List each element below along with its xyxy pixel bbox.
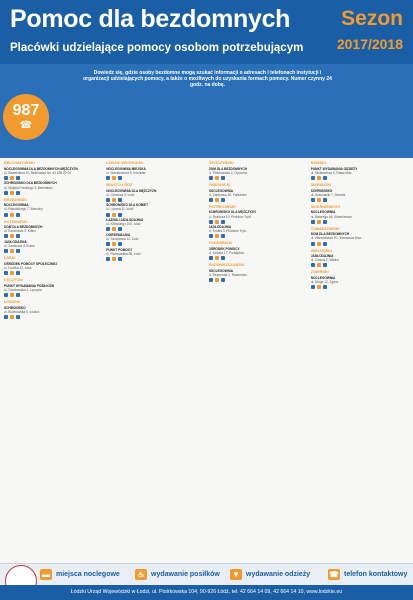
entry-title: ŁAŹNIA I JADŁODAJNIA [106,218,144,223]
bed-icon [106,213,110,217]
entry-icons [4,234,102,238]
entry-title: PUNKT WYDAWANIA POSIŁKÓW [4,283,55,288]
entry-title: NOCLEGOWNIA [310,276,336,281]
bed-icon [311,285,315,289]
bed-icon [106,176,110,180]
bed-icon [311,220,315,224]
entry-title: NOCLEGOWNIA [310,210,336,215]
list-item [4,306,102,319]
entry-title: SCHRONISKO [4,305,26,310]
legend-clothes-label: wydawanie odzieży [246,571,311,578]
list-item [311,276,409,289]
entry-title: NOCLEGOWNIA [208,188,234,193]
section-title: ŁASKI [4,256,16,261]
meal-icon [10,176,14,180]
bed-icon [209,278,213,282]
list-item [106,167,204,180]
section-title: PIOTRKOWSKI [208,204,236,209]
entry-title: NOCLEGOWNIA DLA BEZDOMNYCH MĘŻCZYZN [4,166,78,171]
entry-icons [311,263,409,267]
shirt-icon [323,285,327,289]
entry-icons [4,191,102,195]
list-item [106,248,204,261]
legend-meals [135,569,220,580]
entry-icons [4,249,102,253]
section-title: WIELUŃSKI [310,248,333,253]
meal-icon [317,198,321,202]
shirt-icon [323,198,327,202]
list-item [4,225,102,238]
bed-icon [106,198,110,202]
list-item [4,284,102,297]
shirt-icon: ▼ [230,569,242,580]
entry-address: ul. Rolnicza 10, Piotrków Tryb. [208,214,252,219]
shirt-icon [221,234,225,238]
entry-title: PUNKT WYDAWANIA ODZIEŻY [310,166,358,171]
meal-icon: ♨ [135,569,147,580]
phone-badge [3,94,49,140]
meal-icon [317,285,321,289]
entry-icons [4,176,102,180]
entry-icons [106,176,204,180]
meal-icon [215,198,219,202]
list-item [311,189,409,202]
bed-icon [209,220,213,224]
entry-title: OŚRODEK POMOCY SPOŁECZNEJ [4,261,58,266]
meal-icon [215,278,219,282]
list-item [209,269,307,282]
entry-address: ul. Lipowa 11, Łódź [106,207,134,212]
bed-icon [4,315,8,319]
entry-address: ul. Kościuszki 2, Kutno [4,229,37,234]
entry-address: ul. Ozorkowska 1, Łęczyca [4,287,42,292]
bed-icon [4,249,8,253]
entry-icons [106,257,204,261]
footer: Łódzki Urząd Wojewódzki w Łodzi, ul. Piotrkowska 104, 90-926 Łódź, tel. 42 664 14 09, 42 664 14 10, www.lodzkie.eu [0,585,413,600]
entry-address: ul. Warszawska 20, Tomaszów Maz. [310,236,362,241]
entry-icons [311,285,409,289]
bed-icon [4,176,8,180]
entry-address: ul. Mickiewicza 4, Rawa Maz. [310,170,353,175]
list-item [311,254,409,267]
meal-icon [10,315,14,319]
entry-title: NOCLEGOWNIA [208,268,234,273]
entry-address: ul. Piotrkowska 2, Opoczno [208,170,248,175]
bed-icon [4,191,8,195]
entry-icons [209,220,307,224]
entry-icons [4,213,102,217]
bed-icon [4,271,8,275]
entry-icons [106,213,204,217]
list-item [4,167,102,180]
entry-address: ul. Piłsudskiego 7, Brzeziny [4,207,43,212]
entry-title: JADŁODAJNIA [310,254,334,259]
column [106,158,204,563]
shirt-icon [118,227,122,231]
column [4,158,102,563]
entry-title: SCHRONISKO DLA MĘŻCZYZN [208,210,256,215]
legend-phones-label: telefon kontaktowy [344,571,408,578]
meal-icon [215,256,219,260]
page-subtitle: Placówki udzielające pomocy osobom potrzebującym [10,42,304,54]
section-title: SKIERNIEWICKI [310,204,340,209]
phone-number: 987 [12,102,40,119]
entry-icons [209,278,307,282]
entry-address: ul. Szczytowa 11, Łódź [106,237,139,241]
entry-icons [209,234,307,238]
bed-icon [4,213,8,217]
entry-address: ul. Bolimowska 5, Łowicz [4,309,40,314]
entry-address: ul. Sienkiewicza 9, Koluszki [106,170,146,175]
entry-title: SCHRONISKO [310,188,333,193]
section-title: RAWSKI [310,161,326,165]
section-title: ŁÓDZKI WSCHODNI [106,161,143,165]
section-title: PABIANICKI [208,182,231,187]
entry-address: ul. Ciasna 2, Wieluń [310,258,340,263]
list-item [106,189,204,202]
meal-icon [317,242,321,246]
entry-title: NOCLEGOWNIA MIEJSKA [106,166,146,171]
legend-clothes [230,569,310,580]
entry-address: ul. Reymonta 1, Radomsko [208,273,247,278]
entry-title: DOM DLA BEZDOMNYCH [310,232,350,237]
shirt-icon [221,176,225,180]
section-title: BRZEZIŃSKI [4,197,27,202]
list-item [106,233,204,246]
entry-icons [209,256,307,260]
season-label: Sezon [341,7,403,30]
entry-address: ul. Łódzka 12, Łask [4,265,32,270]
entry-icons [209,198,307,202]
shirt-icon [16,213,20,217]
entry-icons [106,198,204,202]
shirt-icon [118,257,122,261]
bed-icon [209,234,213,238]
section-title: ŁOWICKI [4,299,21,304]
shirt-icon [323,263,327,267]
shirt-icon [118,242,122,246]
legend-beds-label: miejsca noclegowe [56,571,120,578]
column [209,158,307,563]
bed-icon [4,234,8,238]
listing-columns [4,158,409,563]
entry-address: ul. Długa 12, Zgierz [310,280,339,285]
bed-icon [106,227,110,231]
meal-icon [215,176,219,180]
entry-icons [311,176,409,180]
list-item [209,247,307,260]
entry-address: ul. Piotrkowska 80, Łódź [106,251,141,256]
shirt-icon [16,191,20,195]
entry-icons [311,198,409,202]
column [311,158,409,563]
shirt-icon [16,234,20,238]
entry-icons [4,271,102,275]
list-item [209,189,307,202]
meal-icon [112,227,116,231]
section-title: SIERADZKI [310,182,332,187]
shirt-icon [118,198,122,202]
shirt-icon [221,220,225,224]
list-item [4,181,102,194]
entry-icons [106,227,204,231]
bed-icon [4,293,8,297]
entry-title: DOM DLA BEZDOMNYCH [4,225,43,230]
shirt-icon [221,256,225,260]
bed-icon [209,198,213,202]
meal-icon [215,220,219,224]
section-title: ZGIERSKI [310,270,329,275]
shirt-icon [16,271,20,275]
section-title: TOMASZOWSKI [310,226,340,231]
meal-icon [112,198,116,202]
legend-beds [40,569,120,580]
entry-icons [209,176,307,180]
intro-text: Dowiedz się, gdzie osoby bezdomne mogą szukać informacji o adresach i telefonach instytucji i organizacji udzielających pomocy, a także o możliwych do uzyskania formach pomocy. Numer czynny 24 godz. na dobę. [83,70,332,88]
list-item [106,203,204,216]
list-item [4,203,102,216]
shirt-icon [323,176,327,180]
entry-icons [106,242,204,246]
meal-icon [10,191,14,195]
bed-icon [311,198,315,202]
entry-title: JADŁODAJNIA [208,225,232,230]
entry-address: ul. Krótka 3, Piotrków Tryb. [208,229,247,234]
section-title: BEŁCHATOWSKI [4,161,35,165]
legend-phones [328,569,407,580]
bed-icon: ▬ [42,570,50,579]
shirt-icon [323,242,327,246]
bed-icon [209,176,213,180]
shirt-icon [221,278,225,282]
meal-icon [10,271,14,275]
list-item [4,262,102,275]
section-title: KUTNOWSKI [4,219,28,224]
section-title: RADOMSZCZAŃSKI [208,263,245,268]
legend-meals-label: wydawanie posiłków [151,571,220,578]
phone-small-icon: ☎ [329,570,339,579]
phone-icon: ☎ [19,120,33,131]
section-title: PODDĘBICKI [208,241,233,246]
bed-icon [311,176,315,180]
entry-address: ul. Kilińskiego 100, Łódź [106,222,141,227]
entry-address: ul. Batorego 64, Skierniewice [310,214,353,219]
list-item [209,167,307,180]
entry-address: ul. Zamkowa 4, Kutno [4,244,35,249]
meal-icon [10,234,14,238]
entry-title: OŚRODEK POMOCY [208,247,240,252]
meal-icon [317,176,321,180]
entry-title: SCHRONISKO DLA KOBIET [106,203,149,208]
entry-title: SCHRONISKO DLA BEZDOMNYCH [4,181,57,186]
header [0,0,413,64]
bed-icon [311,242,315,246]
entry-title: JADŁODAJNIA [4,240,27,244]
entry-title: PUNKT POMOCY [106,247,133,252]
meal-icon [112,257,116,261]
meal-icon [317,263,321,267]
entry-address: ul. Zamkowa 16, Pabianice [208,192,247,197]
shirt-icon [16,293,20,297]
meal-icon [10,293,14,297]
entry-icons [311,242,409,246]
meal-icon [10,249,14,253]
season-years: 2017/2018 [336,36,403,52]
meal-icon [112,176,116,180]
entry-title: OGRZEWALNIA [106,232,131,237]
shirt-icon [118,213,122,217]
entry-address: ul. Wojska Polskiego 3, Bełchatów [4,185,53,190]
entry-icons [4,293,102,297]
entry-title: NOCLEGOWNIA DLA MĘŻCZYZN [106,188,157,193]
shirt-icon [16,249,20,253]
page-title: Pomoc dla bezdomnych [10,5,291,33]
meal-icon [215,234,219,238]
legend [0,563,413,586]
list-item [209,225,307,238]
entry-address: ul. Górnicza 3, Łódź [106,192,135,197]
entry-title: DOM DLA BEZDOMNYCH [208,166,247,171]
entry-address: ul. Kościuszki 7, Sieradz [310,192,346,197]
list-item [311,232,409,245]
entry-icons [311,220,409,224]
entry-title: NOCLEGOWNIA [4,203,29,208]
entry-address: ul. Bawełniana 10, Bełchatów, tel. 44 635 00 00 [4,170,71,175]
meal-icon [10,213,14,217]
entry-address: ul. Łódzka 17, Poddębice [208,251,245,256]
shirt-icon [323,220,327,224]
list-item [311,210,409,223]
entry-icons [4,315,102,319]
bed-icon [209,256,213,260]
list-item [4,240,102,253]
bed-icon [106,242,110,246]
shirt-icon [221,198,225,202]
section-title: ŁĘCZYCKI [4,278,23,283]
shirt-icon [118,176,122,180]
section-title: OPOCZYŃSKI [208,161,234,165]
section-title: MIASTO ŁÓDŹ [106,182,133,187]
bed-icon [106,257,110,261]
meal-icon [317,220,321,224]
list-item [106,218,204,231]
bed-icon [311,263,315,267]
list-item [311,167,409,180]
list-item [209,210,307,223]
shirt-icon [16,315,20,319]
meal-icon [112,213,116,217]
shirt-icon [16,176,20,180]
meal-icon [112,242,116,246]
